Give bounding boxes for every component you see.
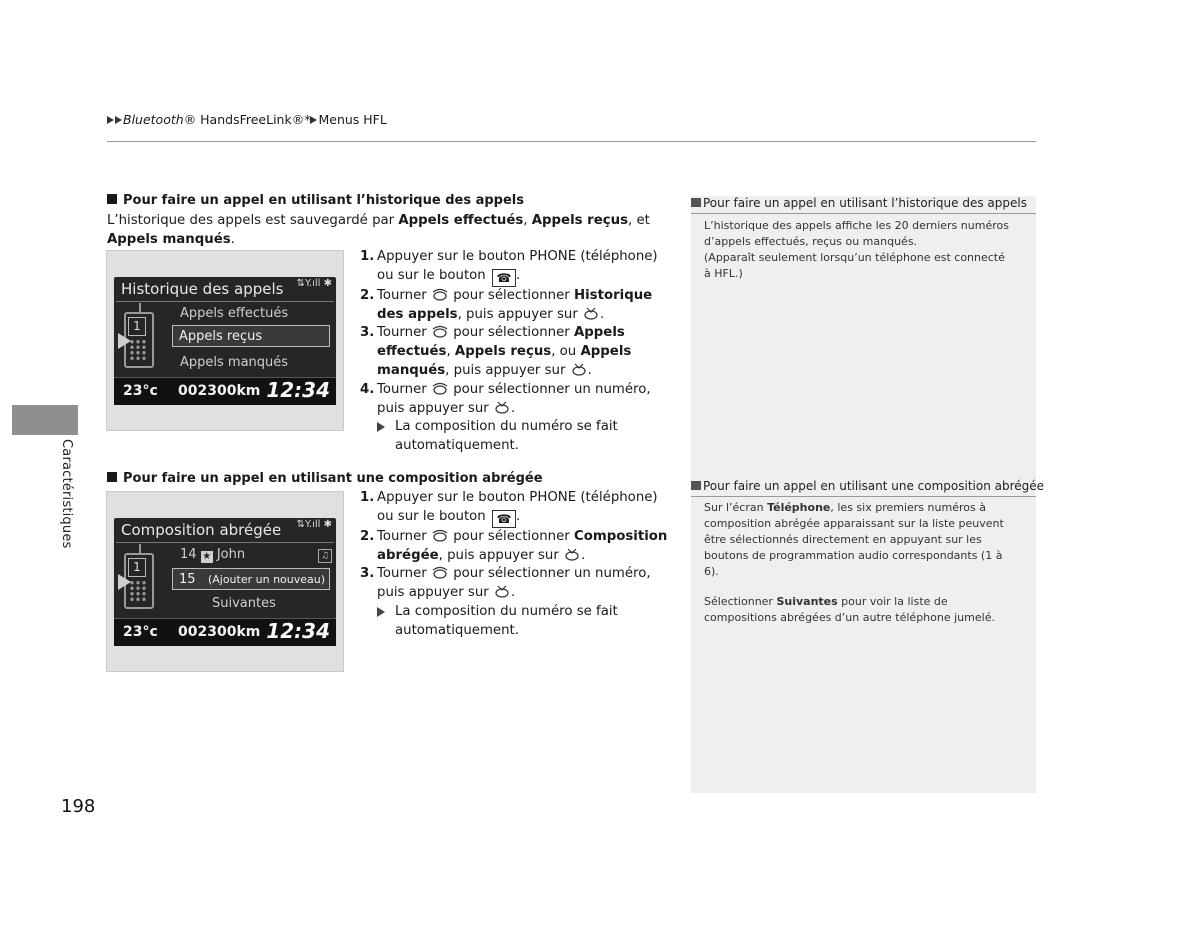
selector-knob-icon: [431, 382, 449, 395]
chapter-label: Caractéristiques: [59, 439, 74, 549]
step-3: 3. Tourner pour sélectionner un numéro, puis appuyer sur .: [360, 566, 651, 601]
section1-heading-text: Pour faire un appel en utilisant l’historique des appels: [123, 193, 524, 208]
step-3-result: La composition du numéro se fait automatiquement.: [360, 603, 672, 641]
screen2-status-bar: [114, 618, 336, 646]
phone-arrow-icon: [118, 574, 131, 590]
selector-knob-icon: [431, 288, 449, 301]
step-2: 2. Tourner pour sélectionner Historique des appels, puis appuyer sur .: [360, 287, 653, 322]
screen1-title: Historique des appels: [121, 280, 284, 298]
screen2-display: [114, 518, 336, 646]
phone-screen-digit: 1: [128, 558, 146, 577]
enter-button-icon: [563, 548, 581, 561]
step-4-result: La composition du numéro se fait automatiquement.: [360, 418, 672, 456]
breadcrumb-arrow-icon: [310, 116, 317, 124]
note1-title: Pour faire un appel en utilisant l’historique des appels: [691, 196, 1036, 214]
breadcrumb-menus-hfl: Menus HFL: [318, 112, 387, 127]
voice-tag-icon: ♫: [318, 549, 332, 563]
section2-heading: [107, 471, 543, 486]
enter-button-icon: [582, 307, 600, 320]
menu-item-suivantes[interactable]: Suivantes: [212, 596, 276, 611]
selector-knob-icon: [431, 325, 449, 338]
menu-item-appels-effectues[interactable]: Appels effectués: [180, 306, 289, 321]
phone-keypad-icon: [129, 580, 147, 602]
phone-button-icon: ☎: [492, 510, 516, 528]
screen1-frame: [106, 250, 344, 431]
selector-knob-icon: [431, 566, 449, 579]
temperature: 23°c: [123, 624, 158, 640]
odometer: 002300km: [178, 383, 261, 399]
status-icons: ⇅Y.ıll ✱: [296, 278, 332, 289]
section-bullet-icon: [107, 194, 117, 204]
enter-button-icon: [570, 363, 588, 376]
breadcrumb-arrow-icon: [107, 116, 114, 124]
breadcrumb: [107, 112, 387, 127]
section1-heading: [107, 193, 524, 208]
section1-intro: L’historique des appels est sauvegardé par Appels effectués, Appels reçus, et Appels manqués.: [107, 213, 650, 247]
speed-dial-add-new[interactable]: 15 (Ajouter un nouveau): [172, 568, 330, 590]
phone-keypad-icon: [129, 339, 147, 361]
note2-body: Sur l’écran Téléphone, les six premiers numéros à composition abrégée apparaissant sur la liste peuvent être sélectionnés directement en appuyant sur les boutons de programmation audio correspondants (1 à 6). Sélectionner Suivantes pour voir la liste de compositions abrégées d’un autre téléphone jumelé.: [704, 501, 1004, 624]
screen2-title: Composition abrégée: [121, 521, 282, 539]
screen1-status-bar: [114, 377, 336, 405]
note-icon: [691, 481, 701, 490]
phone-arrow-icon: [118, 333, 131, 349]
note1-body: L’historique des appels affiche les 20 derniers numéros d’appels effectués, reçus ou manqués. (Apparaît seulement lorsqu’un téléphone est connecté à HFL.): [704, 219, 1009, 280]
breadcrumb-arrow-icon: [115, 116, 122, 124]
chapter-tab: [12, 405, 78, 435]
screen2-frame: [106, 491, 344, 672]
note-icon: [691, 198, 701, 207]
clock: 12:34: [266, 378, 330, 402]
temperature: 23°c: [123, 383, 158, 399]
screen1-display: [114, 277, 336, 405]
step-2: 2. Tourner pour sélectionner Composition abrégée, puis appuyer sur .: [360, 528, 668, 563]
header-rule: [107, 141, 1036, 142]
selector-knob-icon: [431, 529, 449, 542]
screen-separator: [116, 301, 334, 302]
status-icons: ⇅Y.ıll ✱: [296, 519, 332, 530]
section2-steps: [360, 489, 672, 641]
menu-item-appels-manques[interactable]: Appels manqués: [180, 355, 289, 370]
step-3: 3. Tourner pour sélectionner Appels effectués, Appels reçus, ou Appels manqués, puis appuyer sur .: [360, 325, 632, 378]
phone-screen-digit: 1: [128, 317, 146, 336]
note2-title: Pour faire un appel en utilisant une composition abrégée: [691, 479, 1036, 497]
step-1: 1. Appuyer sur le bouton PHONE (téléphone) ou sur le bouton ☎ .: [360, 249, 658, 285]
clock: 12:34: [266, 619, 330, 643]
odometer: 002300km: [178, 624, 261, 640]
screen-separator: [116, 542, 334, 543]
enter-button-icon: [493, 585, 511, 598]
step-1: 1. Appuyer sur le bouton PHONE (téléphone) ou sur le bouton ☎ .: [360, 490, 658, 526]
enter-button-icon: [493, 401, 511, 414]
breadcrumb-bluetooth: Bluetooth: [123, 112, 184, 127]
speed-dial-entry-john[interactable]: 14 ★ John: [180, 547, 246, 562]
result-arrow-icon: [377, 607, 385, 617]
section2-heading-text: Pour faire un appel en utilisant une composition abrégée: [123, 471, 543, 486]
page-number: 198: [61, 796, 96, 817]
menu-item-appels-recus[interactable]: Appels reçus: [172, 325, 330, 347]
section-bullet-icon: [107, 472, 117, 482]
notes-column: [691, 196, 1045, 793]
result-arrow-icon: [377, 422, 385, 432]
star-icon: ★: [202, 551, 212, 562]
breadcrumb-hfl: ® HandsFreeLink®*: [183, 112, 311, 127]
step-4: 4. Tourner pour sélectionner un numéro, puis appuyer sur .: [360, 381, 651, 416]
section1-steps: [360, 248, 672, 456]
phone-button-icon: ☎: [492, 269, 516, 287]
